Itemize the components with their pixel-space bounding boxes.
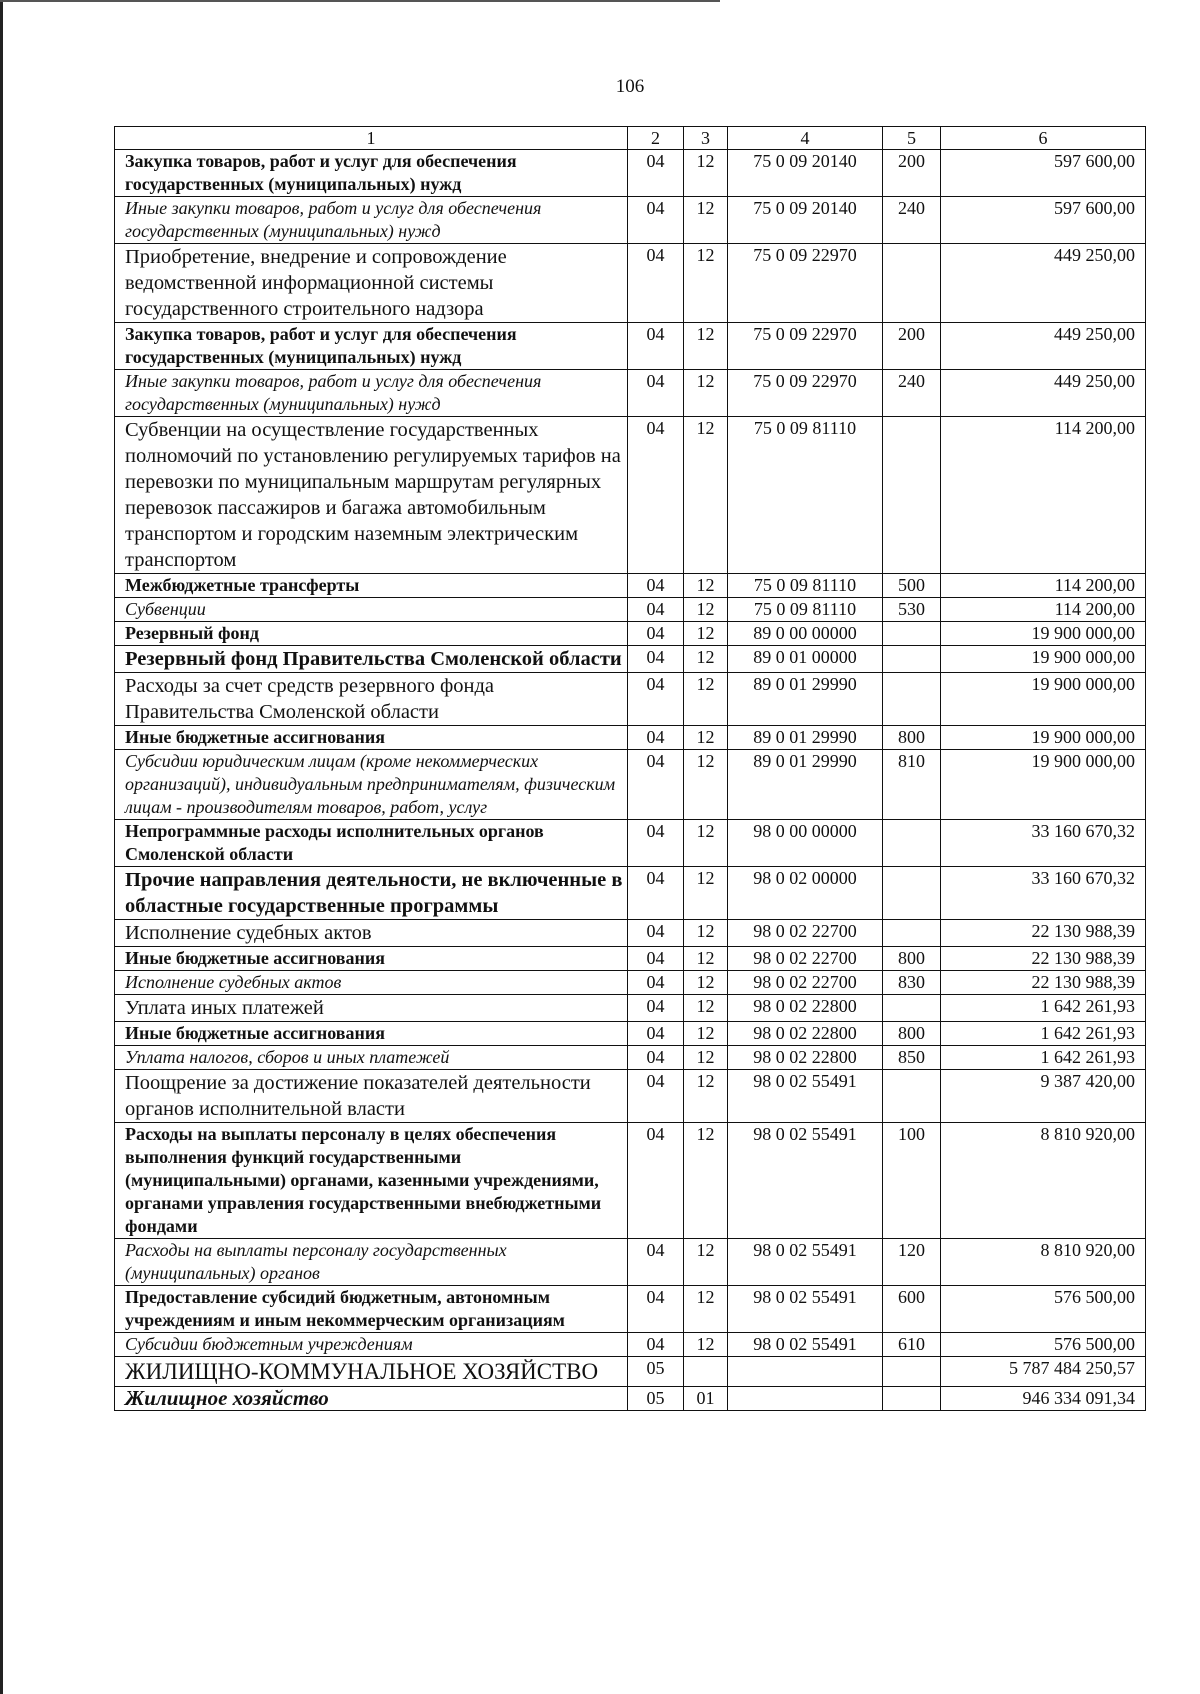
row-subsection-code: 12 <box>684 150 728 197</box>
row-target-article: 98 0 00 00000 <box>728 820 883 867</box>
row-section-code: 04 <box>628 995 684 1022</box>
row-amount: 1 642 261,93 <box>941 995 1146 1022</box>
row-section-code: 04 <box>628 1286 684 1333</box>
row-subsection-code: 12 <box>684 673 728 726</box>
row-amount: 114 200,00 <box>941 574 1146 598</box>
row-target-article: 89 0 01 29990 <box>728 750 883 820</box>
row-name: Предоставление субсидий бюджетным, автономным учреждениям и иным некоммерческим организациям <box>115 1286 628 1333</box>
row-expense-type: 800 <box>883 726 941 750</box>
column-number: 4 <box>728 127 883 150</box>
column-number-row <box>115 127 1146 150</box>
row-amount: 1 642 261,93 <box>941 1022 1146 1046</box>
row-section-code: 04 <box>628 646 684 673</box>
row-expense-type: 120 <box>883 1239 941 1286</box>
row-subsection-code: 12 <box>684 867 728 920</box>
row-expense-type <box>883 867 941 920</box>
row-target-article: 75 0 09 20140 <box>728 150 883 197</box>
row-expense-type: 200 <box>883 323 941 370</box>
row-amount: 114 200,00 <box>941 417 1146 574</box>
row-expense-type <box>883 244 941 323</box>
row-subsection-code: 12 <box>684 1333 728 1357</box>
row-section-code: 04 <box>628 920 684 947</box>
row-section-code: 04 <box>628 1123 684 1239</box>
row-section-code: 04 <box>628 150 684 197</box>
row-name: Уплата налогов, сборов и иных платежей <box>115 1046 628 1070</box>
row-amount: 9 387 420,00 <box>941 1070 1146 1123</box>
table-row <box>115 1070 1146 1123</box>
row-target-article: 98 0 02 22800 <box>728 1046 883 1070</box>
row-name: Расходы на выплаты персоналу в целях обеспечения выполнения функций государственными (муниципальными) органами, казенными учреждениями, органами управления государственными внебюджетными фондами <box>115 1123 628 1239</box>
row-subsection-code: 12 <box>684 1286 728 1333</box>
row-subsection-code: 12 <box>684 417 728 574</box>
row-expense-type <box>883 820 941 867</box>
row-name: Закупка товаров, работ и услуг для обеспечения государственных (муниципальных) нужд <box>115 150 628 197</box>
row-expense-type <box>883 417 941 574</box>
table-row <box>115 867 1146 920</box>
row-section-code: 04 <box>628 673 684 726</box>
row-subsection-code: 12 <box>684 1046 728 1070</box>
row-section-code: 04 <box>628 598 684 622</box>
row-target-article: 98 0 02 22800 <box>728 995 883 1022</box>
table-row <box>115 370 1146 417</box>
row-amount: 946 334 091,34 <box>941 1387 1146 1411</box>
row-expense-type <box>883 622 941 646</box>
row-expense-type <box>883 673 941 726</box>
row-amount: 5 787 484 250,57 <box>941 1357 1146 1387</box>
row-section-code: 04 <box>628 947 684 971</box>
row-expense-type: 810 <box>883 750 941 820</box>
row-section-code: 04 <box>628 1070 684 1123</box>
row-expense-type: 500 <box>883 574 941 598</box>
row-name: Иные закупки товаров, работ и услуг для обеспечения государственных (муниципальных) нужд <box>115 197 628 244</box>
row-subsection-code: 12 <box>684 750 728 820</box>
row-section-code: 04 <box>628 726 684 750</box>
row-name: Иные бюджетные ассигнования <box>115 947 628 971</box>
row-target-article: 98 0 02 55491 <box>728 1333 883 1357</box>
row-section-code: 04 <box>628 197 684 244</box>
row-name: Жилищное хозяйство <box>115 1387 628 1411</box>
row-expense-type: 240 <box>883 370 941 417</box>
row-subsection-code: 12 <box>684 622 728 646</box>
table-row <box>115 947 1146 971</box>
row-subsection-code: 12 <box>684 1070 728 1123</box>
row-section-code: 04 <box>628 1239 684 1286</box>
row-amount: 8 810 920,00 <box>941 1239 1146 1286</box>
row-target-article: 98 0 02 00000 <box>728 867 883 920</box>
row-section-code: 04 <box>628 971 684 995</box>
row-expense-type: 240 <box>883 197 941 244</box>
table-row <box>115 920 1146 947</box>
table-row <box>115 750 1146 820</box>
row-name: Резервный фонд <box>115 622 628 646</box>
row-amount: 22 130 988,39 <box>941 947 1146 971</box>
row-name: Иные бюджетные ассигнования <box>115 726 628 750</box>
row-amount: 114 200,00 <box>941 598 1146 622</box>
row-amount: 33 160 670,32 <box>941 867 1146 920</box>
table-row <box>115 622 1146 646</box>
row-amount: 1 642 261,93 <box>941 1046 1146 1070</box>
row-target-article <box>728 1357 883 1387</box>
row-section-code: 05 <box>628 1387 684 1411</box>
row-expense-type: 800 <box>883 1022 941 1046</box>
row-target-article: 98 0 02 55491 <box>728 1070 883 1123</box>
row-name: Субсидии юридическим лицам (кроме некоммерческих организаций), индивидуальным предпринимателям, физическим лицам - производителям товаров, работ, услуг <box>115 750 628 820</box>
row-section-code: 04 <box>628 1333 684 1357</box>
row-subsection-code: 12 <box>684 574 728 598</box>
row-expense-type <box>883 995 941 1022</box>
page-number: 106 <box>615 76 645 97</box>
row-subsection-code: 12 <box>684 1022 728 1046</box>
row-name: Резервный фонд Правительства Смоленской области <box>115 646 628 673</box>
row-target-article: 75 0 09 81110 <box>728 598 883 622</box>
row-subsection-code: 12 <box>684 820 728 867</box>
row-expense-type <box>883 1070 941 1123</box>
row-subsection-code: 12 <box>684 244 728 323</box>
row-amount: 22 130 988,39 <box>941 920 1146 947</box>
row-subsection-code: 12 <box>684 646 728 673</box>
row-amount: 597 600,00 <box>941 150 1146 197</box>
row-subsection-code <box>684 1357 728 1387</box>
row-name: Расходы за счет средств резервного фонда Правительства Смоленской области <box>115 673 628 726</box>
row-subsection-code: 12 <box>684 598 728 622</box>
scan-edge-top <box>0 0 720 2</box>
row-target-article: 75 0 09 22970 <box>728 370 883 417</box>
row-expense-type <box>883 1387 941 1411</box>
row-name: Закупка товаров, работ и услуг для обеспечения государственных (муниципальных) нужд <box>115 323 628 370</box>
row-subsection-code: 12 <box>684 1239 728 1286</box>
column-number: 1 <box>115 127 628 150</box>
row-name: Приобретение, внедрение и сопровождение ведомственной информационной системы государственного строительного надзора <box>115 244 628 323</box>
row-section-code: 04 <box>628 1022 684 1046</box>
row-name: Межбюджетные трансферты <box>115 574 628 598</box>
row-target-article: 75 0 09 81110 <box>728 417 883 574</box>
row-subsection-code: 12 <box>684 323 728 370</box>
row-name: Субвенции <box>115 598 628 622</box>
row-target-article: 89 0 00 00000 <box>728 622 883 646</box>
column-number: 3 <box>684 127 728 150</box>
row-target-article: 98 0 02 22700 <box>728 947 883 971</box>
table-row <box>115 646 1146 673</box>
row-subsection-code: 12 <box>684 971 728 995</box>
row-subsection-code: 01 <box>684 1387 728 1411</box>
row-expense-type: 850 <box>883 1046 941 1070</box>
row-name: Субсидии бюджетным учреждениям <box>115 1333 628 1357</box>
scan-edge-left <box>0 0 3 1694</box>
row-section-code: 04 <box>628 622 684 646</box>
row-section-code: 04 <box>628 370 684 417</box>
row-subsection-code: 12 <box>684 370 728 417</box>
row-section-code: 04 <box>628 417 684 574</box>
row-target-article: 98 0 02 22700 <box>728 920 883 947</box>
row-subsection-code: 12 <box>684 197 728 244</box>
table-row <box>115 820 1146 867</box>
row-target-article: 98 0 02 55491 <box>728 1123 883 1239</box>
budget-table <box>114 126 1146 1411</box>
column-number: 6 <box>941 127 1146 150</box>
row-target-article <box>728 1387 883 1411</box>
row-amount: 19 900 000,00 <box>941 726 1146 750</box>
row-name: Исполнение судебных актов <box>115 971 628 995</box>
row-amount: 576 500,00 <box>941 1333 1146 1357</box>
row-amount: 33 160 670,32 <box>941 820 1146 867</box>
row-target-article: 89 0 01 29990 <box>728 673 883 726</box>
row-target-article: 98 0 02 55491 <box>728 1239 883 1286</box>
row-amount: 19 900 000,00 <box>941 750 1146 820</box>
row-expense-type <box>883 920 941 947</box>
row-subsection-code: 12 <box>684 1123 728 1239</box>
row-subsection-code: 12 <box>684 726 728 750</box>
row-amount: 449 250,00 <box>941 244 1146 323</box>
row-name: ЖИЛИЩНО-КОММУНАЛЬНОЕ ХОЗЯЙСТВО <box>115 1357 628 1387</box>
row-section-code: 04 <box>628 820 684 867</box>
row-target-article: 75 0 09 20140 <box>728 197 883 244</box>
table-row <box>115 673 1146 726</box>
row-expense-type: 530 <box>883 598 941 622</box>
row-section-code: 04 <box>628 244 684 323</box>
row-amount: 597 600,00 <box>941 197 1146 244</box>
row-amount: 449 250,00 <box>941 370 1146 417</box>
table-row <box>115 1123 1146 1239</box>
row-amount: 19 900 000,00 <box>941 673 1146 726</box>
row-name: Прочие направления деятельности, не включенные в областные государственные программы <box>115 867 628 920</box>
table-row <box>115 598 1146 622</box>
row-target-article: 98 0 02 22700 <box>728 971 883 995</box>
row-name: Расходы на выплаты персоналу государственных (муниципальных) органов <box>115 1239 628 1286</box>
row-name: Иные закупки товаров, работ и услуг для обеспечения государственных (муниципальных) нужд <box>115 370 628 417</box>
column-number: 5 <box>883 127 941 150</box>
table-row <box>115 1239 1146 1286</box>
row-name: Непрограммные расходы исполнительных органов Смоленской области <box>115 820 628 867</box>
row-expense-type: 610 <box>883 1333 941 1357</box>
table-row <box>115 1357 1146 1387</box>
table-row <box>115 417 1146 574</box>
table-row <box>115 1286 1146 1333</box>
table-row <box>115 323 1146 370</box>
row-expense-type: 830 <box>883 971 941 995</box>
row-section-code: 04 <box>628 323 684 370</box>
table-row <box>115 197 1146 244</box>
row-expense-type <box>883 1357 941 1387</box>
row-name: Поощрение за достижение показателей деятельности органов исполнительной власти <box>115 1070 628 1123</box>
row-target-article: 98 0 02 22800 <box>728 1022 883 1046</box>
row-section-code: 04 <box>628 867 684 920</box>
row-target-article: 75 0 09 22970 <box>728 323 883 370</box>
row-amount: 22 130 988,39 <box>941 971 1146 995</box>
row-expense-type <box>883 646 941 673</box>
row-expense-type: 100 <box>883 1123 941 1239</box>
table-row <box>115 971 1146 995</box>
table-row <box>115 1333 1146 1357</box>
row-subsection-code: 12 <box>684 995 728 1022</box>
row-amount: 19 900 000,00 <box>941 646 1146 673</box>
row-name: Иные бюджетные ассигнования <box>115 1022 628 1046</box>
row-section-code: 04 <box>628 1046 684 1070</box>
row-name: Исполнение судебных актов <box>115 920 628 947</box>
row-section-code: 05 <box>628 1357 684 1387</box>
row-section-code: 04 <box>628 574 684 598</box>
row-amount: 449 250,00 <box>941 323 1146 370</box>
row-target-article: 89 0 01 29990 <box>728 726 883 750</box>
row-subsection-code: 12 <box>684 920 728 947</box>
row-subsection-code: 12 <box>684 947 728 971</box>
row-expense-type: 600 <box>883 1286 941 1333</box>
table-row <box>115 1387 1146 1411</box>
row-section-code: 04 <box>628 750 684 820</box>
row-target-article: 98 0 02 55491 <box>728 1286 883 1333</box>
row-name: Уплата иных платежей <box>115 995 628 1022</box>
row-expense-type: 800 <box>883 947 941 971</box>
row-target-article: 75 0 09 81110 <box>728 574 883 598</box>
table-row <box>115 995 1146 1022</box>
table-row <box>115 244 1146 323</box>
row-amount: 576 500,00 <box>941 1286 1146 1333</box>
row-name: Субвенции на осуществление государственных полномочий по установлению регулируемых тарифов на перевозки по муниципальным маршрутам регулярных перевозок пассажиров и багажа автомобильным транспортом и городским наземным электрическим транспортом <box>115 417 628 574</box>
row-target-article: 75 0 09 22970 <box>728 244 883 323</box>
table-row <box>115 1022 1146 1046</box>
row-amount: 8 810 920,00 <box>941 1123 1146 1239</box>
table-row <box>115 726 1146 750</box>
table-row <box>115 1046 1146 1070</box>
column-number: 2 <box>628 127 684 150</box>
table-row <box>115 574 1146 598</box>
table-row <box>115 150 1146 197</box>
row-expense-type: 200 <box>883 150 941 197</box>
row-amount: 19 900 000,00 <box>941 622 1146 646</box>
row-target-article: 89 0 01 00000 <box>728 646 883 673</box>
